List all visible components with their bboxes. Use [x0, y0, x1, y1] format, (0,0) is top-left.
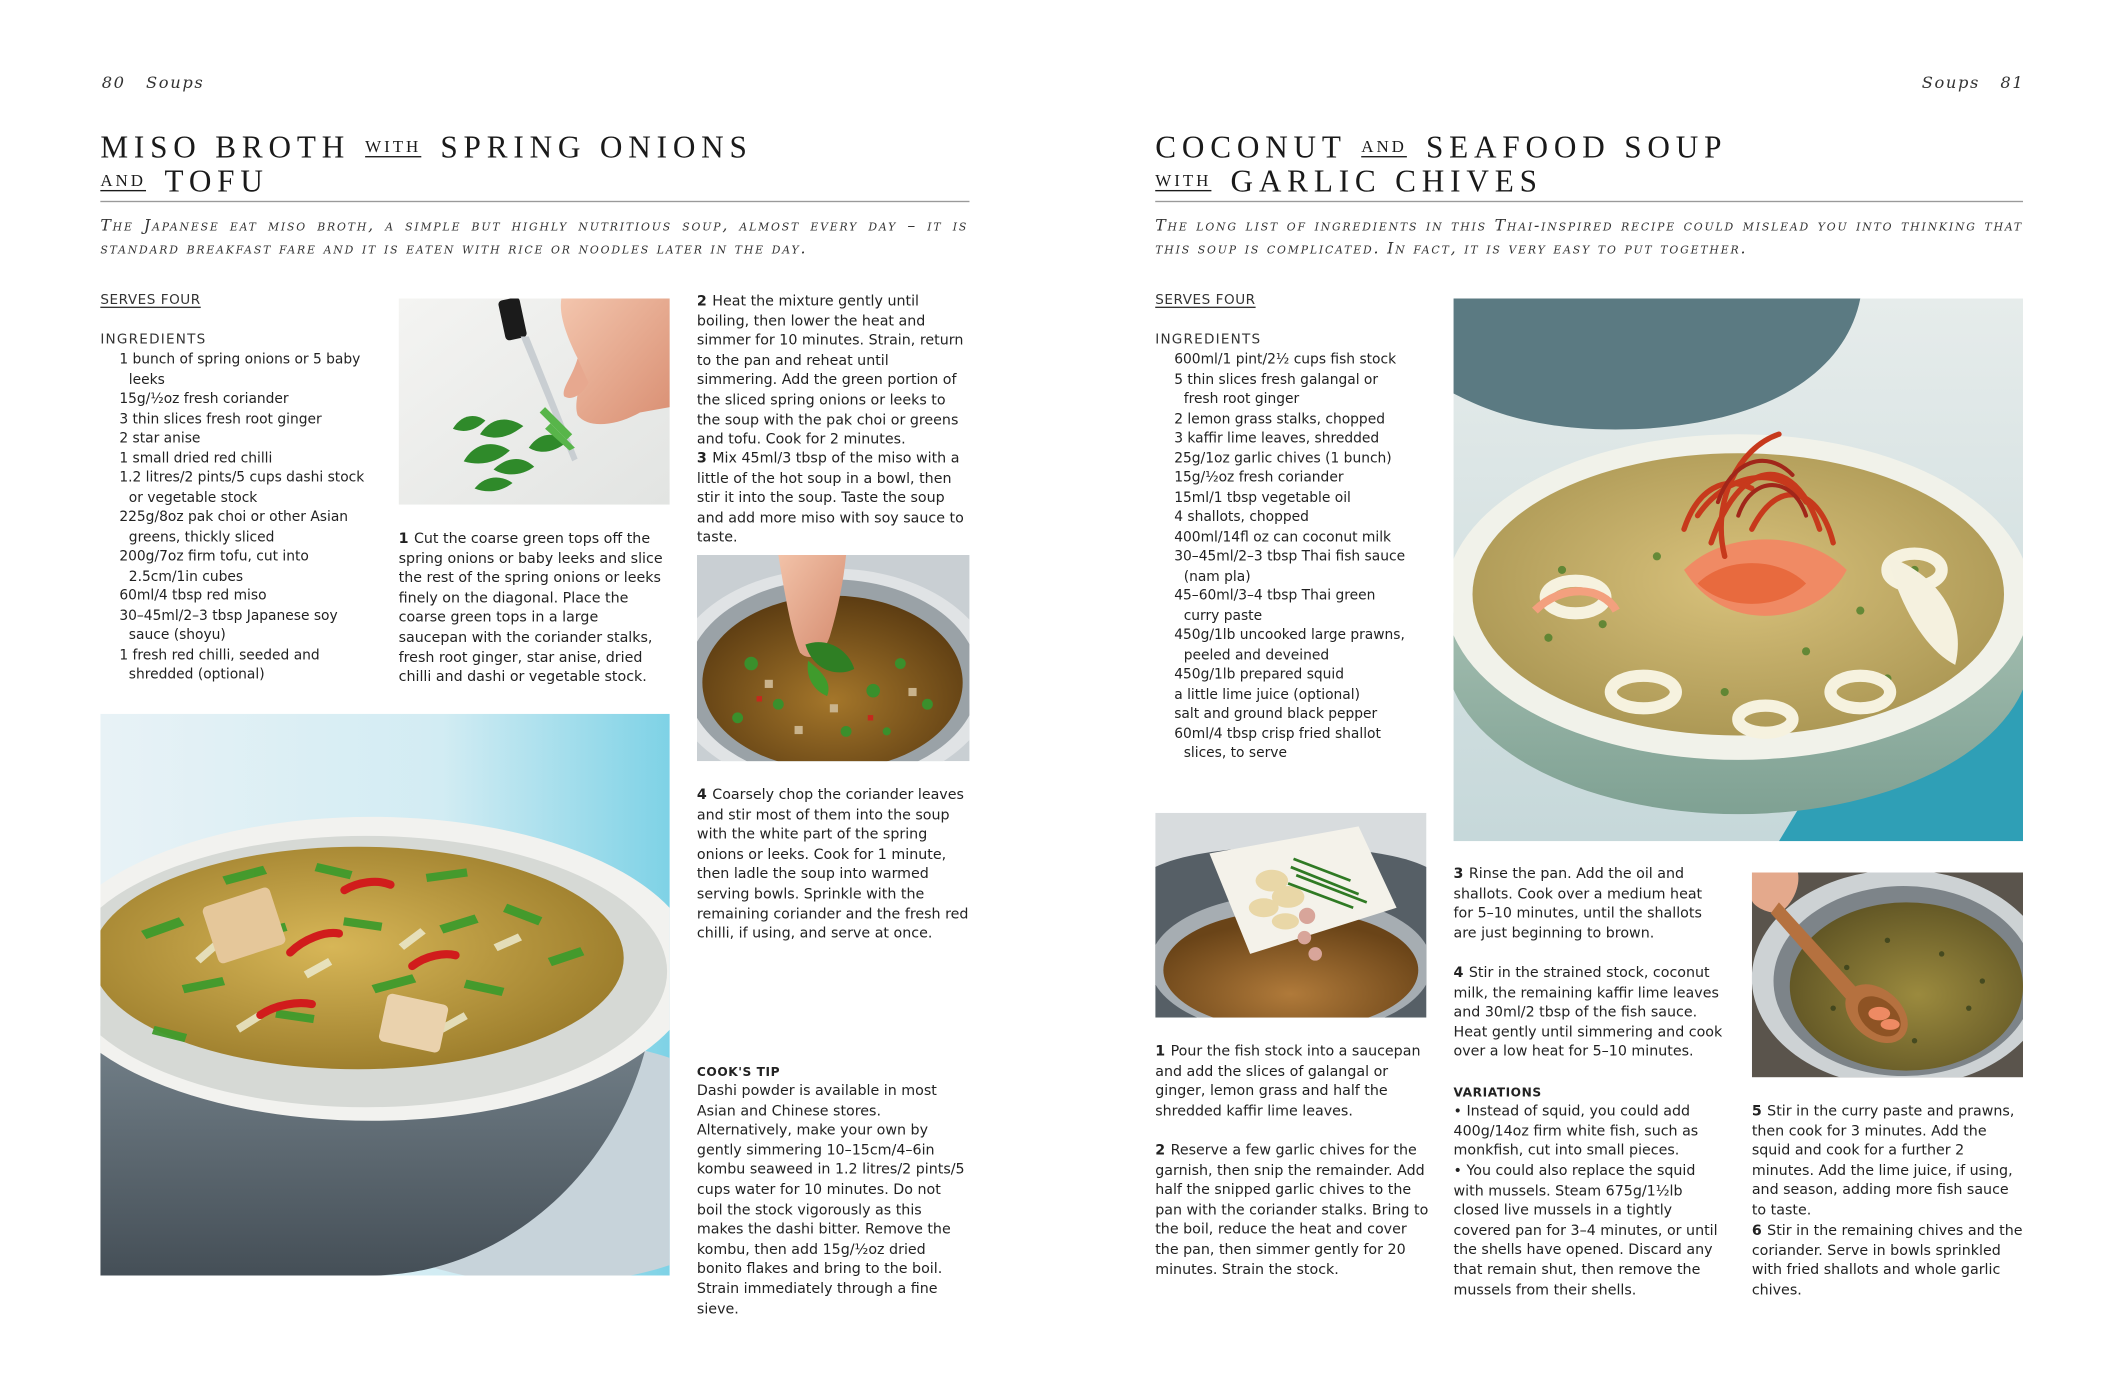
ingredient-item: 1 fresh red chilli, seeded and shredded (optional): [119, 647, 320, 683]
cooks-tip-text: Dashi powder is available in most Asian and Chinese stores. Alternatively, make your own by gently simmering 10–15cm/4–6in kombu seaweed in 1.2 litres/2 pints/5 cups water for 10 minutes. Do not boil the stock vigorously as this makes the dashi bitter. Remove the kombu, then add 15g/½oz dried bonito flakes and bring to the boil. Strain immediately through a fine sieve.: [696, 1082, 965, 1317]
photo-coconut-seafood-soup: [1454, 299, 2023, 842]
ingredient-item: 3 kaffir lime leaves, shredded: [1174, 431, 1380, 447]
ingredient-item: 45–60ml/3–4 tbsp Thai green curry paste: [1174, 588, 1376, 624]
right-intro: The long list of ingredients in this Thai-inspired recipe could mislead you into thinking that this soup is complicated. In fact, it is very easy to put together.: [1155, 215, 2024, 258]
step-number: 6: [1751, 1222, 1762, 1239]
right-page: [1063, 0, 2126, 1384]
photo-adding-coriander: [697, 555, 970, 761]
step-number: 1: [1155, 1043, 1166, 1060]
ingredient-item: 3 thin slices fresh root ginger: [119, 411, 322, 427]
left-title-connector-1: WITH: [365, 137, 422, 157]
right-step-1: [1155, 1042, 1429, 1121]
ingredient-item: 1 bunch of spring onions or 5 baby leeks: [119, 352, 361, 388]
cooks-tip-heading: COOK'S TIP: [696, 1066, 781, 1081]
ingredient-item: 30–45ml/2–3 tbsp Thai fish sauce (nam pla): [1174, 549, 1406, 585]
ingredient-item: 200g/7oz firm tofu, cut into 2.5cm/1in cubes: [119, 549, 309, 585]
left-step-4: [697, 786, 971, 944]
right-title-part-1: COCONUT: [1155, 130, 1347, 165]
ingredient-item: 15g/½oz fresh coriander: [119, 392, 289, 408]
step-number: 4: [696, 787, 707, 804]
step-number: 5: [1751, 1103, 1762, 1120]
step-text: Pour the fish stock into a saucepan and add the slices of galangal or ginger, lemon grass and half the shredded kaffir lime leaves.: [1155, 1043, 1421, 1120]
photo-wooden-spoon-curry: [1752, 872, 2023, 1077]
left-title-rule: [100, 201, 969, 202]
right-ingredients-heading: INGREDIENTS: [1155, 332, 1262, 348]
ingredient-item: 30–45ml/2–3 tbsp Japanese soy sauce (shoyu): [119, 608, 338, 644]
step-text: Stir in the curry paste and prawns, then cook for 3 minutes. Add the squid and cook for a further 2 minutes. Add the lime juice, if using, and season, adding more fish sauce to taste.: [1751, 1103, 2015, 1219]
right-title-part-3: GARLIC CHIVES: [1230, 164, 1543, 199]
ingredient-item: 60ml/4 tbsp crisp fried shallot slices, to serve: [1174, 726, 1381, 762]
right-running-head: [1922, 73, 2025, 92]
left-ingredients-heading: INGREDIENTS: [100, 332, 207, 348]
photo-miso-broth-bowl: [100, 714, 669, 1276]
step-number: 3: [1453, 865, 1464, 882]
ingredient-item: 4 shallots, chopped: [1174, 510, 1309, 526]
left-title-part-2: SPRING ONIONS: [440, 130, 753, 165]
ingredient-item: 15ml/1 tbsp vegetable oil: [1174, 490, 1351, 506]
right-title-connector-2: WITH: [1155, 170, 1212, 190]
ingredient-item: 400ml/14fl oz can coconut milk: [1174, 529, 1392, 545]
left-serves: SERVES FOUR: [100, 293, 201, 309]
right-section-name: Soups: [1921, 73, 1981, 93]
step-number: 4: [1453, 964, 1464, 982]
right-title-rule: [1155, 201, 2023, 202]
step-text: Heat the mixture gently until boiling, then lower the heat and simmer for 10 minutes. Strain, return to the pan and reheat until simmering. Add the green portion of the sliced spring onions or leeks to the soup with the pak choi or greens and tofu. Cook for 2 minutes.: [696, 293, 964, 448]
ingredient-item: 225g/8oz pak choi or other Asian greens, thickly sliced: [119, 510, 349, 545]
left-intro: The Japanese eat miso broth, a simple but highly nutritious soup, almost every day – it is standard breakfast fare and it is eaten with rice or noodles later in the day.: [100, 215, 969, 258]
left-title-part-1: MISO BROTH: [100, 130, 351, 165]
ingredient-item: 1 small dried red chilli: [119, 451, 273, 467]
ingredient-item: 25g/1oz garlic chives (1 bunch): [1174, 451, 1392, 467]
right-step-4: [1454, 963, 1725, 1062]
left-title-connector-2: AND: [100, 170, 147, 190]
step-text: Coarsely chop the coriander leaves and stir most of them into the soup with the white part of the spring onions or leeks. Cook for 1 minute, then ladle the soup into warmed serving bowls. Sprinkle with the remaining coriander and the fresh red chilli, if using, and serve at once.: [696, 787, 969, 942]
left-page-number: 80: [101, 73, 126, 93]
ingredient-item: 2 star anise: [119, 431, 201, 447]
right-recipe-title: [1155, 130, 2050, 198]
variation-item-1: • Instead of squid, you could add 400g/14oz firm white fish, such as monkfish, cut into small pieces.: [1453, 1103, 1699, 1160]
step-text: Cut the coarse green tops off the spring onions or baby leeks and slice the rest of the spring onions or leeks finely on the diagonal. Place the coarse green tops in a large saucepan with the coriander stalks, fresh root ginger, star anise, dried chilli and dashi or vegetable stock.: [398, 530, 663, 686]
step-number: 2: [696, 293, 707, 310]
left-running-head: [102, 73, 205, 92]
right-step-3: [1454, 864, 1725, 943]
ingredient-item: 450g/1lb uncooked large prawns, peeled and deveined: [1174, 628, 1405, 663]
ingredient-item: salt and ground black pepper: [1174, 706, 1378, 722]
right-step-5: [1752, 1102, 2026, 1221]
right-ingredients-list: [1155, 351, 1410, 764]
left-step-3: [697, 449, 971, 548]
step-text: Stir in the strained stock, coconut milk, the remaining kaffir lime leaves and 30ml/2 tbsp of the fish sauce. Heat gently until simmering and cook over a low heat for 5–10 minutes.: [1453, 964, 1723, 1061]
ingredient-item: 15g/½oz fresh coriander: [1174, 470, 1344, 486]
right-page-number: 81: [2000, 73, 2025, 93]
right-step-6: [1752, 1221, 2026, 1300]
photo-adding-aromatics: [1155, 813, 1426, 1018]
left-step-2: [697, 292, 971, 450]
right-title-connector-1: AND: [1361, 137, 1407, 157]
ingredient-item: a little lime juice (optional): [1174, 687, 1361, 703]
ingredient-item: 5 thin slices fresh galangal or fresh root ginger: [1174, 372, 1379, 408]
step-text: Stir in the remaining chives and the coriander. Serve in bowls sprinkled with fried shallots and whole garlic chives.: [1751, 1222, 2023, 1299]
ingredient-item: 2 lemon grass stalks, chopped: [1174, 411, 1385, 427]
step-number: 2: [1155, 1142, 1166, 1159]
variation-item-2: • You could also replace the squid with mussels. Steam 675g/1½lb closed live mussels in a tightly covered pan for 3–4 minutes, or until the shells have opened. Discard any that remain shut, then remove the mussels from their shells.: [1453, 1162, 1718, 1298]
right-step-2: [1155, 1141, 1429, 1280]
photo-chopping-spring-onions: [399, 299, 670, 505]
left-step-1: [399, 529, 670, 687]
step-text: Rinse the pan. Add the oil and shallots. Cook over a medium heat for 5–10 minutes, until the shallots are just beginning to brown.: [1453, 865, 1703, 942]
ingredient-item: 60ml/4 tbsp red miso: [119, 588, 267, 604]
ingredient-item: 1.2 litres/2 pints/5 cups dashi stock or vegetable stock: [119, 470, 365, 506]
right-title-part-2: SEAFOOD SOUP: [1425, 130, 1728, 165]
left-recipe-title: [100, 130, 995, 198]
left-section-name: Soups: [146, 73, 205, 93]
ingredient-item: 450g/1lb prepared squid: [1174, 667, 1345, 683]
step-text: Reserve a few garlic chives for the garnish, then snip the remainder. Add half the snipped garlic chives to the pan with the coriander stalks. Bring to the boil, reduce the heat and cover the pan, then simmer gently for 20 minutes. Strain the stock.: [1155, 1142, 1429, 1278]
step-number: 1: [398, 530, 409, 547]
step-text: Mix 45ml/3 tbsp of the miso with a little of the hot soup in a bowl, then stir it into the soup. Taste the soup and add more miso with soy sauce to taste.: [696, 450, 964, 546]
variations-heading: VARIATIONS: [1453, 1086, 1542, 1101]
right-serves: SERVES FOUR: [1155, 293, 1256, 309]
ingredient-item: 600ml/1 pint/2½ cups fish stock: [1174, 352, 1397, 368]
left-title-part-3: TOFU: [164, 164, 269, 199]
left-ingredients-list: [100, 351, 366, 685]
step-number: 3: [696, 450, 707, 467]
